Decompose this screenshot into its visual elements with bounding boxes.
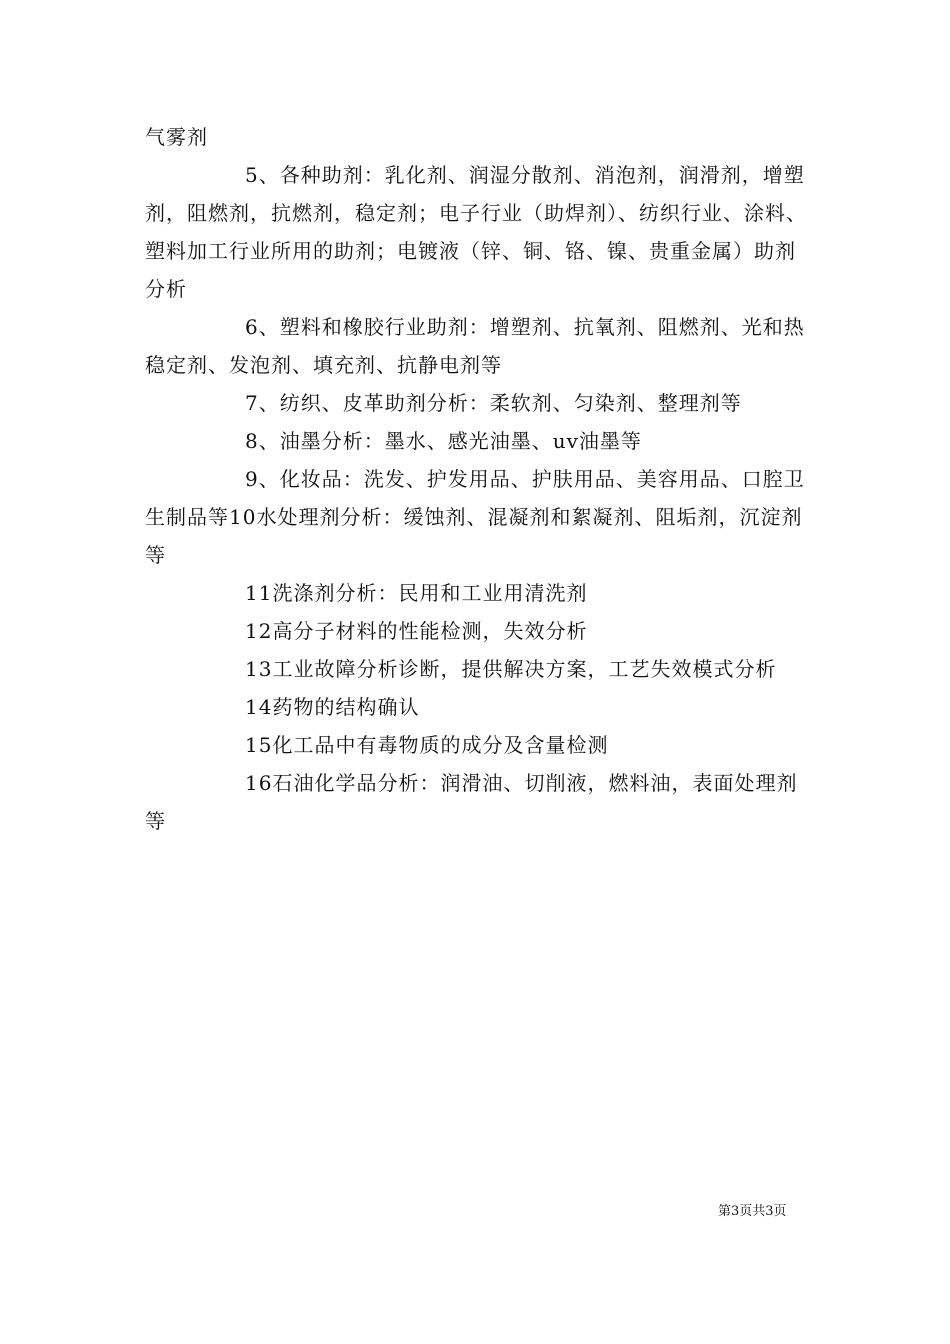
paragraph-item-5: 5、各种助剂：乳化剂、润湿分散剂、消泡剂，润滑剂，增塑剂，阻燃剂，抗燃剂，稳定剂；电子行业（助焊剂）、纺织行业、涂料、塑料加工行业所用的助剂；电镀液（锌、铜、铬、镍、贵重金属）助剂分析 — [145, 163, 807, 301]
paragraph-item-13: 13工业故障分析诊断，提供解决方案，工艺失效模式分析 — [245, 657, 777, 681]
paragraph-item-11: 11洗涤剂分析：民用和工业用清洗剂 — [245, 581, 588, 605]
paragraph-item-12: 12高分子材料的性能检测，失效分析 — [245, 619, 588, 643]
page-number-footer: 第3页共3页 — [718, 1204, 787, 1219]
document-body — [145, 118, 813, 840]
paragraph-item-7: 7、纺织、皮革助剂分析：柔软剂、匀染剂、整理剂等 — [245, 391, 742, 415]
paragraph-item-9: 9、化妆品：洗发、护发用品、护肤用品、美容用品、口腔卫生制品等10水处理剂分析：缓蚀剂、混凝剂和絮凝剂、阻垢剂，沉淀剂等 — [145, 467, 805, 567]
paragraph-item-15: 15化工品中有毒物质的成分及含量检测 — [245, 733, 609, 757]
paragraph-item-14: 14药物的结构确认 — [245, 695, 420, 719]
paragraph-continuation: 气雾剂 — [145, 125, 208, 149]
paragraph-item-16: 16石油化学品分析：润滑油、切削液，燃料油，表面处理剂等 — [145, 771, 798, 833]
paragraph-item-8: 8、油墨分析：墨水、感光油墨、uv油墨等 — [245, 429, 642, 453]
paragraph-item-6: 6、塑料和橡胶行业助剂：增塑剂、抗氧剂、阻燃剂、光和热稳定剂、发泡剂、填充剂、抗静电剂等 — [145, 315, 805, 377]
